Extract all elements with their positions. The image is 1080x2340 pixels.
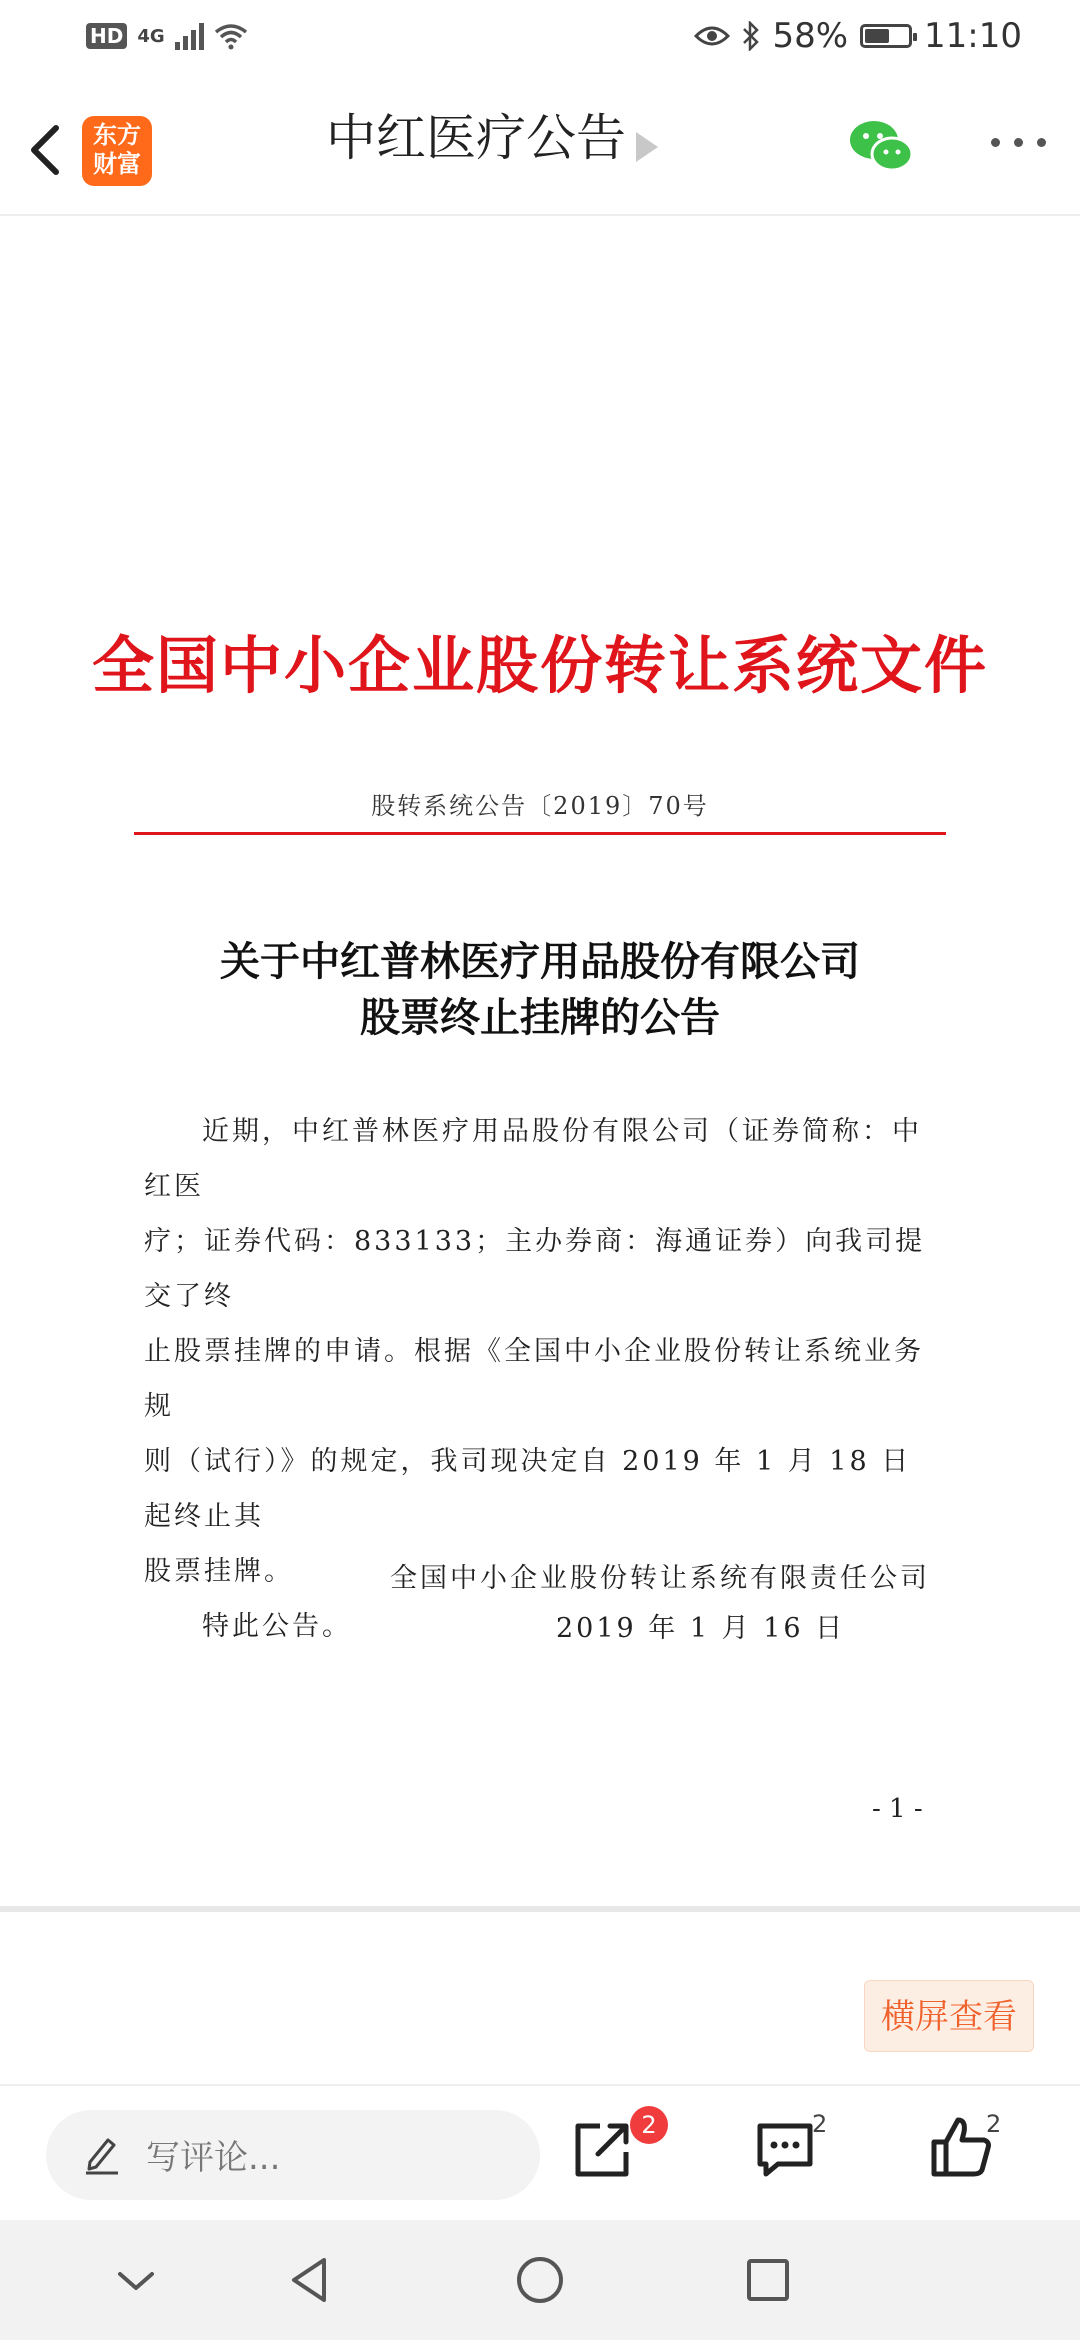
landscape-view-button[interactable]: 横屏查看 <box>864 1980 1034 2052</box>
nav-back-icon[interactable] <box>280 2250 340 2310</box>
play-icon[interactable] <box>636 132 658 162</box>
eye-icon <box>694 24 730 48</box>
action-bar <box>0 2084 1080 2220</box>
back-arrow-icon[interactable] <box>20 120 70 180</box>
status-bar <box>0 0 1080 78</box>
document-header: 全国中小企业股份转让系统文件 <box>91 629 988 702</box>
battery-fill <box>865 29 889 43</box>
body-line: 股票挂牌。 <box>144 1556 294 1587</box>
chevron-down-icon[interactable] <box>106 2250 166 2310</box>
like-count: 2 <box>986 2110 1002 2138</box>
body-line: 近期，中红普林医疗用品股份有限公司（证券简称：中红医 <box>144 1116 922 1202</box>
document-viewer[interactable] <box>0 216 1080 1906</box>
document-number: 股转系统公告〔2019〕70号 <box>371 792 709 820</box>
signature: 全国中小企业股份转让系统有限责任公司 <box>390 1563 930 1594</box>
bluetooth-icon <box>742 21 760 51</box>
nav-recents-icon[interactable] <box>738 2250 798 2310</box>
page-separator <box>0 1906 1080 1912</box>
page-number: - 1 - <box>872 1794 923 1824</box>
body-line: 止股票挂牌的申请。根据《全国中小企业股份转让系统业务规 <box>144 1336 924 1422</box>
battery-icon <box>860 24 912 48</box>
signature-date: 2019 年 1 月 16 日 <box>556 1613 846 1644</box>
announcement-title <box>0 934 1080 1046</box>
thumbs-up-icon[interactable] <box>928 2114 994 2180</box>
battery-percent: 58% <box>772 16 849 56</box>
comment-icon[interactable] <box>752 2116 818 2182</box>
system-nav-bar <box>0 2220 1080 2340</box>
nav-home-icon[interactable] <box>510 2250 570 2310</box>
comment-placeholder: 写评论... <box>146 2138 281 2178</box>
comment-count: 2 <box>812 2110 828 2138</box>
eastmoney-logo[interactable] <box>82 116 152 186</box>
header-divider <box>134 832 946 835</box>
title-line-1: 关于中红普林医疗用品股份有限公司 <box>220 938 860 985</box>
hd-icon: HD <box>86 23 127 49</box>
body-line: 疗；证券代码：833133；主办券商：海通证券）向我司提交了终 <box>144 1226 926 1312</box>
comment-input[interactable] <box>46 2110 540 2200</box>
page-title[interactable]: 中红医疗公告 <box>326 109 626 167</box>
wifi-icon <box>214 22 248 50</box>
more-icon[interactable] <box>991 138 1046 147</box>
signal-icon <box>175 22 204 50</box>
network-type: 4G <box>137 25 165 47</box>
pencil-icon <box>82 2132 122 2176</box>
closing-text: 特此公告。 <box>202 1611 352 1642</box>
body-line: 则（试行）》的规定，我司现决定自 2019 年 1 月 18 日起终止其 <box>144 1446 912 1532</box>
app-header <box>0 78 1080 216</box>
logo-line-2: 财富 <box>93 150 141 178</box>
wechat-icon[interactable] <box>846 116 916 176</box>
share-badge: 2 <box>630 2106 668 2144</box>
share-icon[interactable] <box>570 2116 636 2182</box>
logo-line-1: 东方 <box>93 121 141 149</box>
title-line-2: 股票终止挂牌的公告 <box>360 994 720 1041</box>
clock: 11:10 <box>924 16 1022 56</box>
